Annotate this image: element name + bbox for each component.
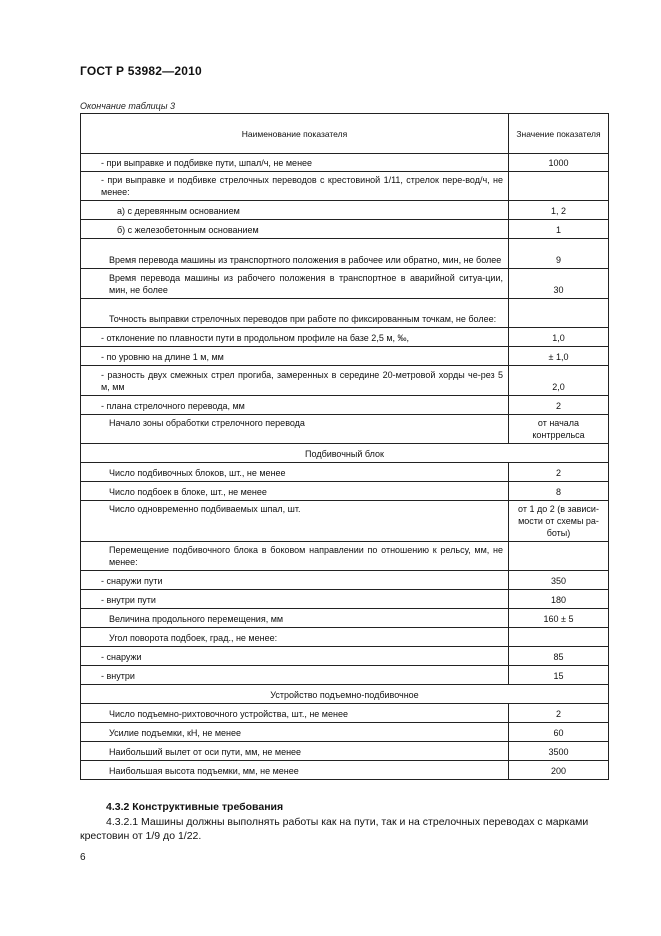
table-row [81,415,609,444]
column-header-value: Значение показателя [509,114,609,154]
body-paragraph: 4.3.2.1 Машины должны выполнять работы как на пути, так и на стрелочных переводах с марками крестовин от 1/9 до 1/22. [80,816,589,842]
row-value: от начала контррельса [509,415,609,444]
column-header-name: Наименование показателя [81,114,509,154]
row-value [509,542,609,571]
table-row [81,347,609,366]
section-heading: Устройство подъемно-подбивочное [81,685,609,704]
table-row [81,609,609,628]
row-value: 1 [509,220,609,239]
row-name: Точность выправки стрелочных переводов при работе по фиксированным точкам, не более: [81,299,509,328]
table-caption: Окончание таблицы 3 [80,101,175,111]
table-section-row [81,685,609,704]
table-row [81,299,609,328]
table-row [81,666,609,685]
row-value: 200 [509,761,609,780]
row-value: 2 [509,463,609,482]
table-row [81,239,609,269]
row-name: - отклонение по плавности пути в продольном профиле на базе 2,5 м, ‰, [81,328,509,347]
row-name: - плана стрелочного перевода, мм [81,396,509,415]
row-name: - внутри пути [81,590,509,609]
table-row [81,396,609,415]
row-value: 30 [509,269,609,299]
row-name: Начало зоны обработки стрелочного перевода [81,415,509,444]
row-value: 1, 2 [509,201,609,220]
table-row [81,328,609,347]
table-row [81,647,609,666]
row-value: от 1 до 2 (в зависи-мости от схемы ра-боты) [509,501,609,542]
row-value: 2 [509,396,609,415]
row-value: 180 [509,590,609,609]
row-name: Время перевода машины из рабочего положения в транспортное в аварийной ситуа-ции, мин, не более [81,269,509,299]
section-heading: Подбивочный блок [81,444,609,463]
row-name: Наибольший вылет от оси пути, мм, не менее [81,742,509,761]
table-row [81,628,609,647]
table-row [81,172,609,201]
document-header: ГОСТ Р 53982—2010 [80,64,202,78]
row-value [509,628,609,647]
row-value: 1000 [509,154,609,172]
row-value [509,299,609,328]
row-name: - внутри [81,666,509,685]
row-value: 3500 [509,742,609,761]
row-name: Усилие подъемки, кН, не менее [81,723,509,742]
row-name: а) с деревянным основанием [81,201,509,220]
table-row [81,154,609,172]
row-name: - разность двух смежных стрел прогиба, замеренных в середине 20-метровой хорды че-рез 5 м, мм [81,366,509,396]
row-value: 15 [509,666,609,685]
table-row [81,704,609,723]
row-value: 9 [509,239,609,269]
table-row [81,269,609,299]
row-name: - снаружи пути [81,571,509,590]
table-row [81,571,609,590]
row-value: 2,0 [509,366,609,396]
row-value: 60 [509,723,609,742]
row-name: Число одновременно подбиваемых шпал, шт. [81,501,509,542]
section-title: 4.3.2 Конструктивные требования [106,801,284,813]
table-row [81,723,609,742]
table-row [81,542,609,571]
row-name: б) с железобетонным основанием [81,220,509,239]
specification-table [80,113,609,780]
table-row [81,501,609,542]
table-row [81,220,609,239]
row-value: 85 [509,647,609,666]
table-row [81,590,609,609]
row-name: - при выправке и подбивке пути, шпал/ч, не менее [81,154,509,172]
row-name: - снаружи [81,647,509,666]
table-row [81,201,609,220]
row-name: - по уровню на длине 1 м, мм [81,347,509,366]
row-value [509,172,609,201]
row-name: Угол поворота подбоек, град., не менее: [81,628,509,647]
row-value: 2 [509,704,609,723]
table-row [81,482,609,501]
table-row [81,463,609,482]
table-row [81,761,609,780]
row-value: 160 ± 5 [509,609,609,628]
row-name: Число подбоек в блоке, шт., не менее [81,482,509,501]
row-name: Число подъемно-рихтовочного устройства, шт., не менее [81,704,509,723]
table-row [81,742,609,761]
row-value: 350 [509,571,609,590]
table-row [81,366,609,396]
row-name: Величина продольного перемещения, мм [81,609,509,628]
table-section-row [81,444,609,463]
table-header-row [81,114,609,154]
row-value: 1,0 [509,328,609,347]
row-value: 8 [509,482,609,501]
row-name: Перемещение подбивочного блока в боковом направлении по отношению к рельсу, мм, не менее: [81,542,509,571]
row-name: Наибольшая высота подъемки, мм, не менее [81,761,509,780]
row-name: Время перевода машины из транспортного положения в рабочее или обратно, мин, не более [81,239,509,269]
page-number: 6 [80,852,86,863]
row-name: - при выправке и подбивке стрелочных переводов с крестовиной 1/11, стрелок пере-вод/ч, не менее: [81,172,509,201]
row-name: Число подбивочных блоков, шт., не менее [81,463,509,482]
row-value: ± 1,0 [509,347,609,366]
